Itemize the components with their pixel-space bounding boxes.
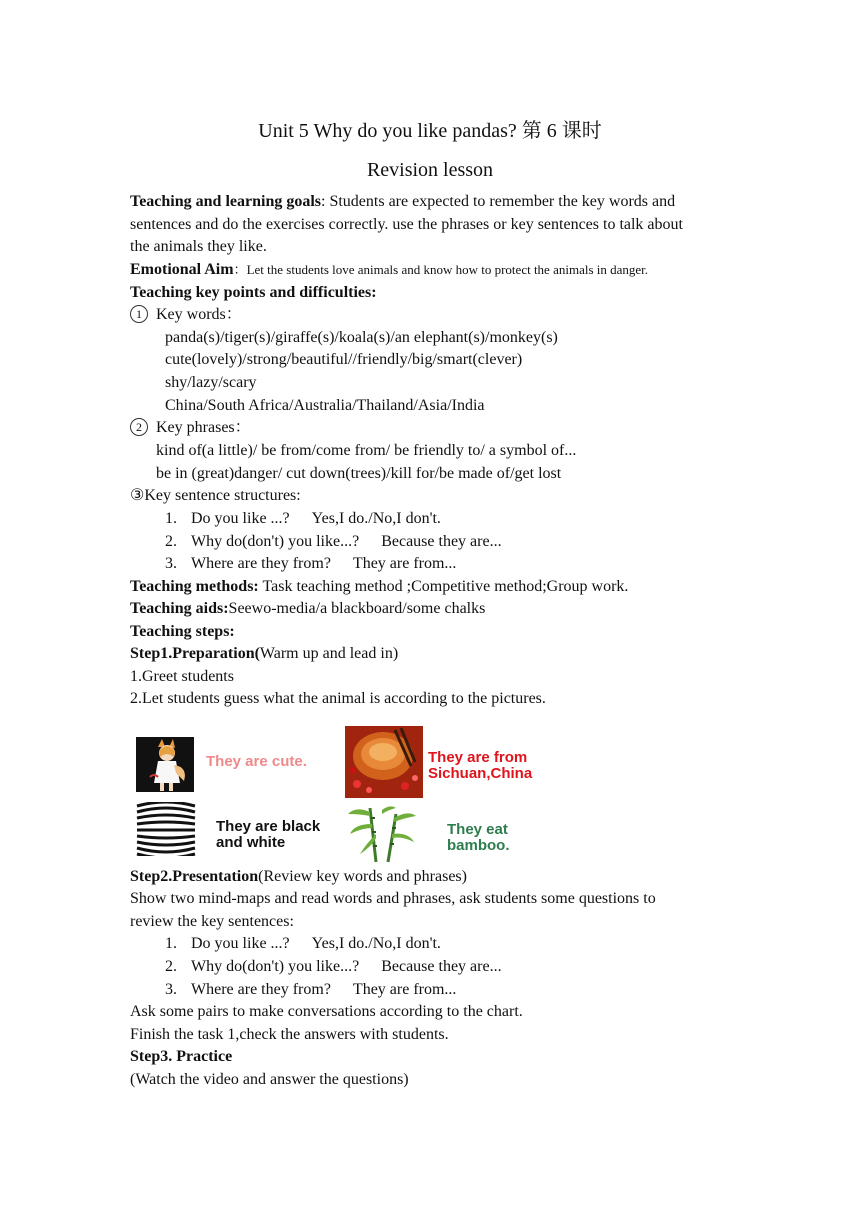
key-phrases-label: Key phrases： <box>156 419 251 436</box>
fox-girl-image <box>136 737 194 792</box>
step2-line: Show two mind-maps and read words and phrases, ask students some questions to <box>130 890 656 907</box>
hotpot-image <box>345 726 423 798</box>
page-title: Unit 5 Why do you like pandas? 第 6 课时 <box>258 120 602 142</box>
item-question: Why do(don't) you like...? <box>191 533 360 550</box>
item-number: 1. <box>165 510 177 527</box>
caption-from-line1: They are from <box>428 749 528 766</box>
methods-text: Task teaching method ;Competitive method;Group work. <box>258 578 629 595</box>
item-question: Where are they from? <box>191 555 331 572</box>
goals-text-1: : Students are expected to remember the key words and <box>321 193 676 210</box>
emotional-label: Emotional Aim <box>130 261 234 278</box>
caption-bw-line1: They are black <box>216 818 321 835</box>
key-points-heading: Teaching key points and difficulties: <box>130 284 377 301</box>
item-answer: They are from... <box>352 981 457 998</box>
step2-heading <box>130 866 467 888</box>
teaching-steps-heading: Teaching steps: <box>130 623 235 640</box>
item-answer: Because they are... <box>381 958 502 975</box>
item-question: Where are they from? <box>191 981 331 998</box>
item-question: Do you like ...? <box>191 935 290 952</box>
key-words-line: cute(lovely)/strong/beautiful//friendly/big/smart(clever) <box>165 351 523 368</box>
emotional-text: ：Let the students love animals and know how to protect the animals in danger. <box>233 262 649 277</box>
teaching-aids <box>130 598 485 620</box>
key-words-line: shy/lazy/scary <box>165 374 257 391</box>
aids-label: Teaching aids: <box>130 600 229 617</box>
step2-after-line: Ask some pairs to make conversations according to the chart. <box>130 1003 523 1020</box>
circled-number-1: 1 <box>130 305 148 323</box>
sentence-item <box>165 956 502 978</box>
key-sentences-heading <box>130 485 301 507</box>
caption-black-white <box>216 819 320 851</box>
item-number: 2. <box>165 533 177 550</box>
key-words-heading <box>130 304 242 326</box>
bamboo-image <box>346 804 418 864</box>
sentence-item <box>165 979 456 1001</box>
aids-text: Seewo-media/a blackboard/some chalks <box>228 600 486 617</box>
sentence-item <box>165 508 441 530</box>
goals-line-2: sentences and do the exercises correctly. use the phrases or key sentences to talk about <box>130 216 683 233</box>
step1-heading <box>130 643 398 665</box>
caption-bamboo-line2: bamboo. <box>447 837 510 854</box>
item-question: Why do(don't) you like...? <box>191 958 360 975</box>
step2-label: Step2.Presentation <box>130 868 259 885</box>
key-words-line: China/South Africa/Australia/Thailand/Asia/India <box>165 397 485 414</box>
goals-line-3: the animals they like. <box>130 238 267 255</box>
key-phrases-line: be in (great)danger/ cut down(trees)/kill for/be made of/get lost <box>156 465 562 482</box>
sentence-item <box>165 553 456 575</box>
key-phrases-line: kind of(a little)/ be from/come from/ be friendly to/ a symbol of... <box>156 442 577 459</box>
item-answer: Yes,I do./No,I don't. <box>311 935 441 952</box>
item-number: 3. <box>165 555 177 572</box>
item-number: 2. <box>165 958 177 975</box>
key-words-label: Key words： <box>156 306 242 323</box>
item-number: 3. <box>165 981 177 998</box>
item-answer: Because they are... <box>381 533 502 550</box>
teaching-methods <box>130 576 628 598</box>
step1-text: Warm up and lead in) <box>259 645 399 662</box>
caption-bamboo <box>447 822 510 854</box>
sentence-item <box>165 933 441 955</box>
sentence-item <box>165 531 502 553</box>
caption-from <box>428 750 532 782</box>
circled-number-2: 2 <box>130 418 148 436</box>
item-number: 1. <box>165 935 177 952</box>
step1-label: Step1.Preparation( <box>130 645 260 662</box>
page-subtitle: Revision lesson <box>366 159 494 181</box>
key-phrases-heading <box>130 417 251 439</box>
step3-heading: Step3. Practice <box>130 1048 233 1065</box>
caption-from-line2: Sichuan,China <box>428 765 533 782</box>
goals-line-1 <box>130 191 675 213</box>
step2-line: review the key sentences: <box>130 913 294 930</box>
item-question: Do you like ...? <box>191 510 290 527</box>
goals-label: Teaching and learning goals <box>130 193 322 210</box>
step1-item: 1.Greet students <box>130 668 234 685</box>
stripes-image <box>135 802 197 856</box>
caption-bamboo-line1: They eat <box>447 821 508 838</box>
key-words-line: panda(s)/tiger(s)/giraffe(s)/koala(s)/an elephant(s)/monkey(s) <box>165 329 558 346</box>
circled-number-3: ③ <box>130 487 145 504</box>
step3-text: (Watch the video and answer the questions) <box>130 1071 409 1088</box>
step2-after-line: Finish the task 1,check the answers with students. <box>130 1026 449 1043</box>
key-sentences-label: Key sentence structures: <box>144 487 301 504</box>
methods-label: Teaching methods: <box>130 578 259 595</box>
item-answer: Yes,I do./No,I don't. <box>311 510 441 527</box>
step2-text: (Review key words and phrases) <box>258 868 467 885</box>
caption-bw-line2: and white <box>216 834 286 851</box>
item-answer: They are from... <box>352 555 457 572</box>
emotional-aim <box>130 259 648 281</box>
caption-cute: They are cute. <box>206 753 307 770</box>
step1-item: 2.Let students guess what the animal is according to the pictures. <box>130 690 546 707</box>
